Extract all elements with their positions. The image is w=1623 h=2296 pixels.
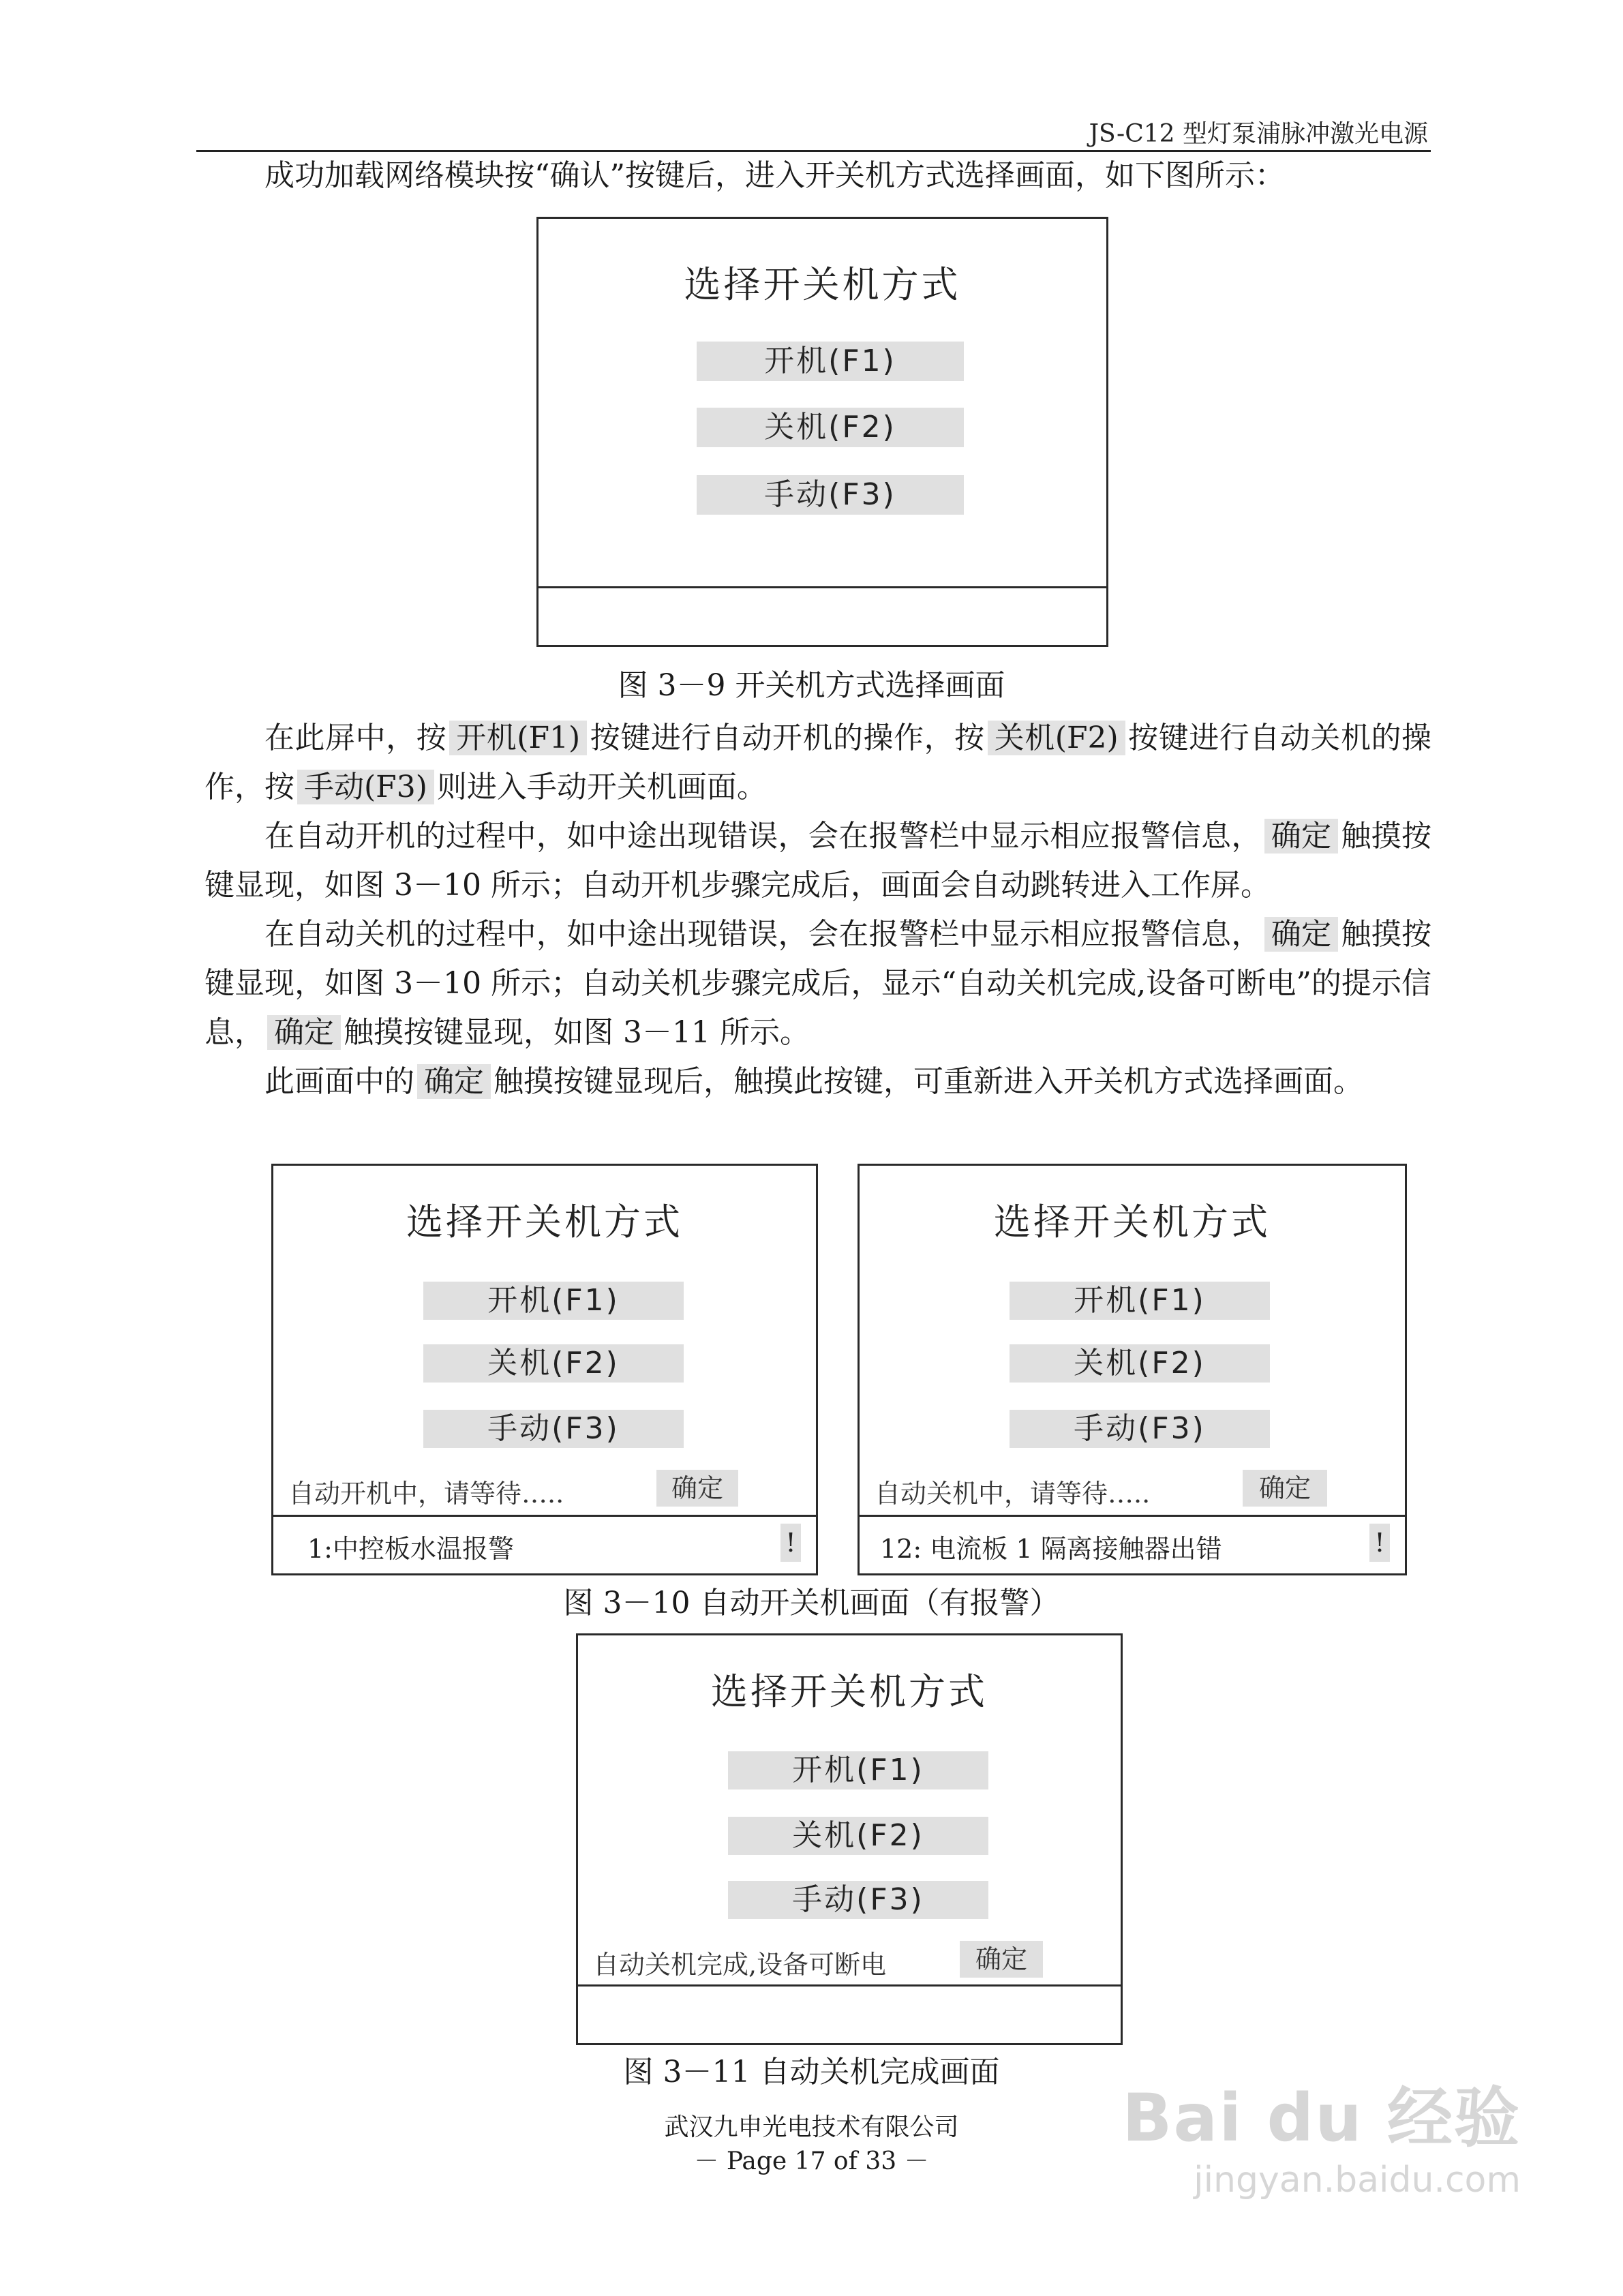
alarm-message: 1:中控板水温报警 xyxy=(307,1534,514,1564)
figure-3-10-right-screen xyxy=(858,1164,1407,1575)
p1-text-2: 按键进行自动开机的操作，按 xyxy=(590,721,985,755)
p3-key-ok: 确定 xyxy=(1264,917,1339,952)
p1-key-manual: 手动(F3) xyxy=(297,770,434,804)
paragraph-1 xyxy=(204,714,1431,812)
power-off-button[interactable]: 关机(F2) xyxy=(423,1344,684,1383)
watermark-logo: Bai du 经验 xyxy=(1122,2080,1521,2156)
p3-text-3: 触摸按键显现，如图 3－11 所示。 xyxy=(344,1015,810,1050)
alarm-indicator-button[interactable]: ! xyxy=(1369,1524,1390,1562)
figure-3-10-caption: 图 3－10 自动开关机画面（有报警） xyxy=(563,1586,1060,1620)
manual-button[interactable]: 手动(F3) xyxy=(423,1410,684,1448)
paragraph-2 xyxy=(204,812,1431,910)
ok-button[interactable]: 确定 xyxy=(960,1941,1043,1978)
power-on-button[interactable]: 开机(F1) xyxy=(697,342,964,381)
p1-text-3: 按键进行自动关机的操作，按 xyxy=(204,721,1432,804)
alarm-indicator-button[interactable]: ! xyxy=(780,1524,801,1562)
p3-text-2: 触摸按键显现，如图 3－10 所示；自动关机步骤完成后，显示“自动关机完成,设备可断电”的提示信息， xyxy=(204,917,1432,1050)
ok-button[interactable]: 确定 xyxy=(656,1470,738,1507)
status-message: 自动关机中，请等待….. xyxy=(875,1479,1151,1509)
figure-3-10-left-screen xyxy=(271,1164,818,1575)
power-off-button[interactable]: 关机(F2) xyxy=(697,408,964,447)
power-on-button[interactable]: 开机(F1) xyxy=(1010,1282,1270,1320)
p2-key-ok: 确定 xyxy=(1264,819,1339,854)
p1-text-4: 则进入手动开关机画面。 xyxy=(436,770,767,804)
alarm-bar xyxy=(578,1984,1121,2043)
p4-text-1: 此画面中的 xyxy=(264,1064,414,1099)
p2-text-2: 触摸按键显现，如图 3－10 所示；自动开机步骤完成后，画面会自动跳转进入工作屏。 xyxy=(204,819,1432,903)
power-off-button[interactable]: 关机(F2) xyxy=(728,1817,988,1855)
document-header-title: JS-C12 型灯泵浦脉冲激光电源 xyxy=(1089,120,1428,148)
alarm-message: 12: 电流板 1 隔离接触器出错 xyxy=(880,1534,1222,1564)
baidu-jingyan-watermark xyxy=(1122,2066,1521,2201)
ok-button[interactable]: 确定 xyxy=(1243,1470,1327,1507)
screen-title: 选择开关机方式 xyxy=(684,263,961,306)
figure-3-11-screen xyxy=(576,1633,1123,2045)
screen-title: 选择开关机方式 xyxy=(994,1200,1271,1243)
power-on-button[interactable]: 开机(F1) xyxy=(728,1751,988,1789)
p4-text-2: 触摸按键显现后，触摸此按键，可重新进入开关机方式选择画面。 xyxy=(494,1064,1363,1099)
screen-title: 选择开关机方式 xyxy=(711,1670,988,1713)
p3-key-ok-2: 确定 xyxy=(267,1015,341,1050)
manual-button[interactable]: 手动(F3) xyxy=(1010,1410,1270,1448)
alarm-bar xyxy=(860,1515,1405,1573)
power-off-button[interactable]: 关机(F2) xyxy=(1010,1344,1270,1383)
p1-text-1: 在此屏中，按 xyxy=(264,721,447,755)
status-message: 自动关机完成,设备可断电 xyxy=(593,1950,887,1980)
p3-text-1: 在自动关机的过程中，如中途出现错误，会在报警栏中显示相应报警信息， xyxy=(264,917,1262,952)
figure-3-9-caption: 图 3－9 开关机方式选择画面 xyxy=(618,668,1005,703)
status-message: 自动开机中，请等待….. xyxy=(288,1479,564,1509)
figure-3-11-caption: 图 3－11 自动关机完成画面 xyxy=(623,2055,1000,2089)
p4-key-ok: 确定 xyxy=(417,1064,491,1099)
p2-text-1: 在自动开机的过程中，如中途出现错误，会在报警栏中显示相应报警信息， xyxy=(264,819,1262,854)
watermark-url: jingyan.baidu.com xyxy=(1194,2160,1521,2201)
p1-key-power-off: 关机(F2) xyxy=(988,721,1125,755)
footer-company: 武汉九申光电技术有限公司 xyxy=(664,2113,959,2141)
manual-button[interactable]: 手动(F3) xyxy=(728,1881,988,1919)
paragraph-4 xyxy=(204,1057,1431,1106)
alarm-bar xyxy=(539,586,1106,645)
alarm-bar xyxy=(273,1515,816,1573)
screen-title: 选择开关机方式 xyxy=(406,1200,683,1243)
p1-key-power-on: 开机(F1) xyxy=(449,721,587,755)
manual-button[interactable]: 手动(F3) xyxy=(697,475,964,515)
figure-3-9-screen xyxy=(536,217,1108,647)
intro-paragraph: 成功加载网络模块按“确认”按键后，进入开关机方式选择画面，如下图所示： xyxy=(264,158,1285,193)
footer-page-number: － Page 17 of 33 － xyxy=(694,2147,929,2175)
paragraph-3 xyxy=(204,910,1431,1057)
power-on-button[interactable]: 开机(F1) xyxy=(423,1282,684,1320)
